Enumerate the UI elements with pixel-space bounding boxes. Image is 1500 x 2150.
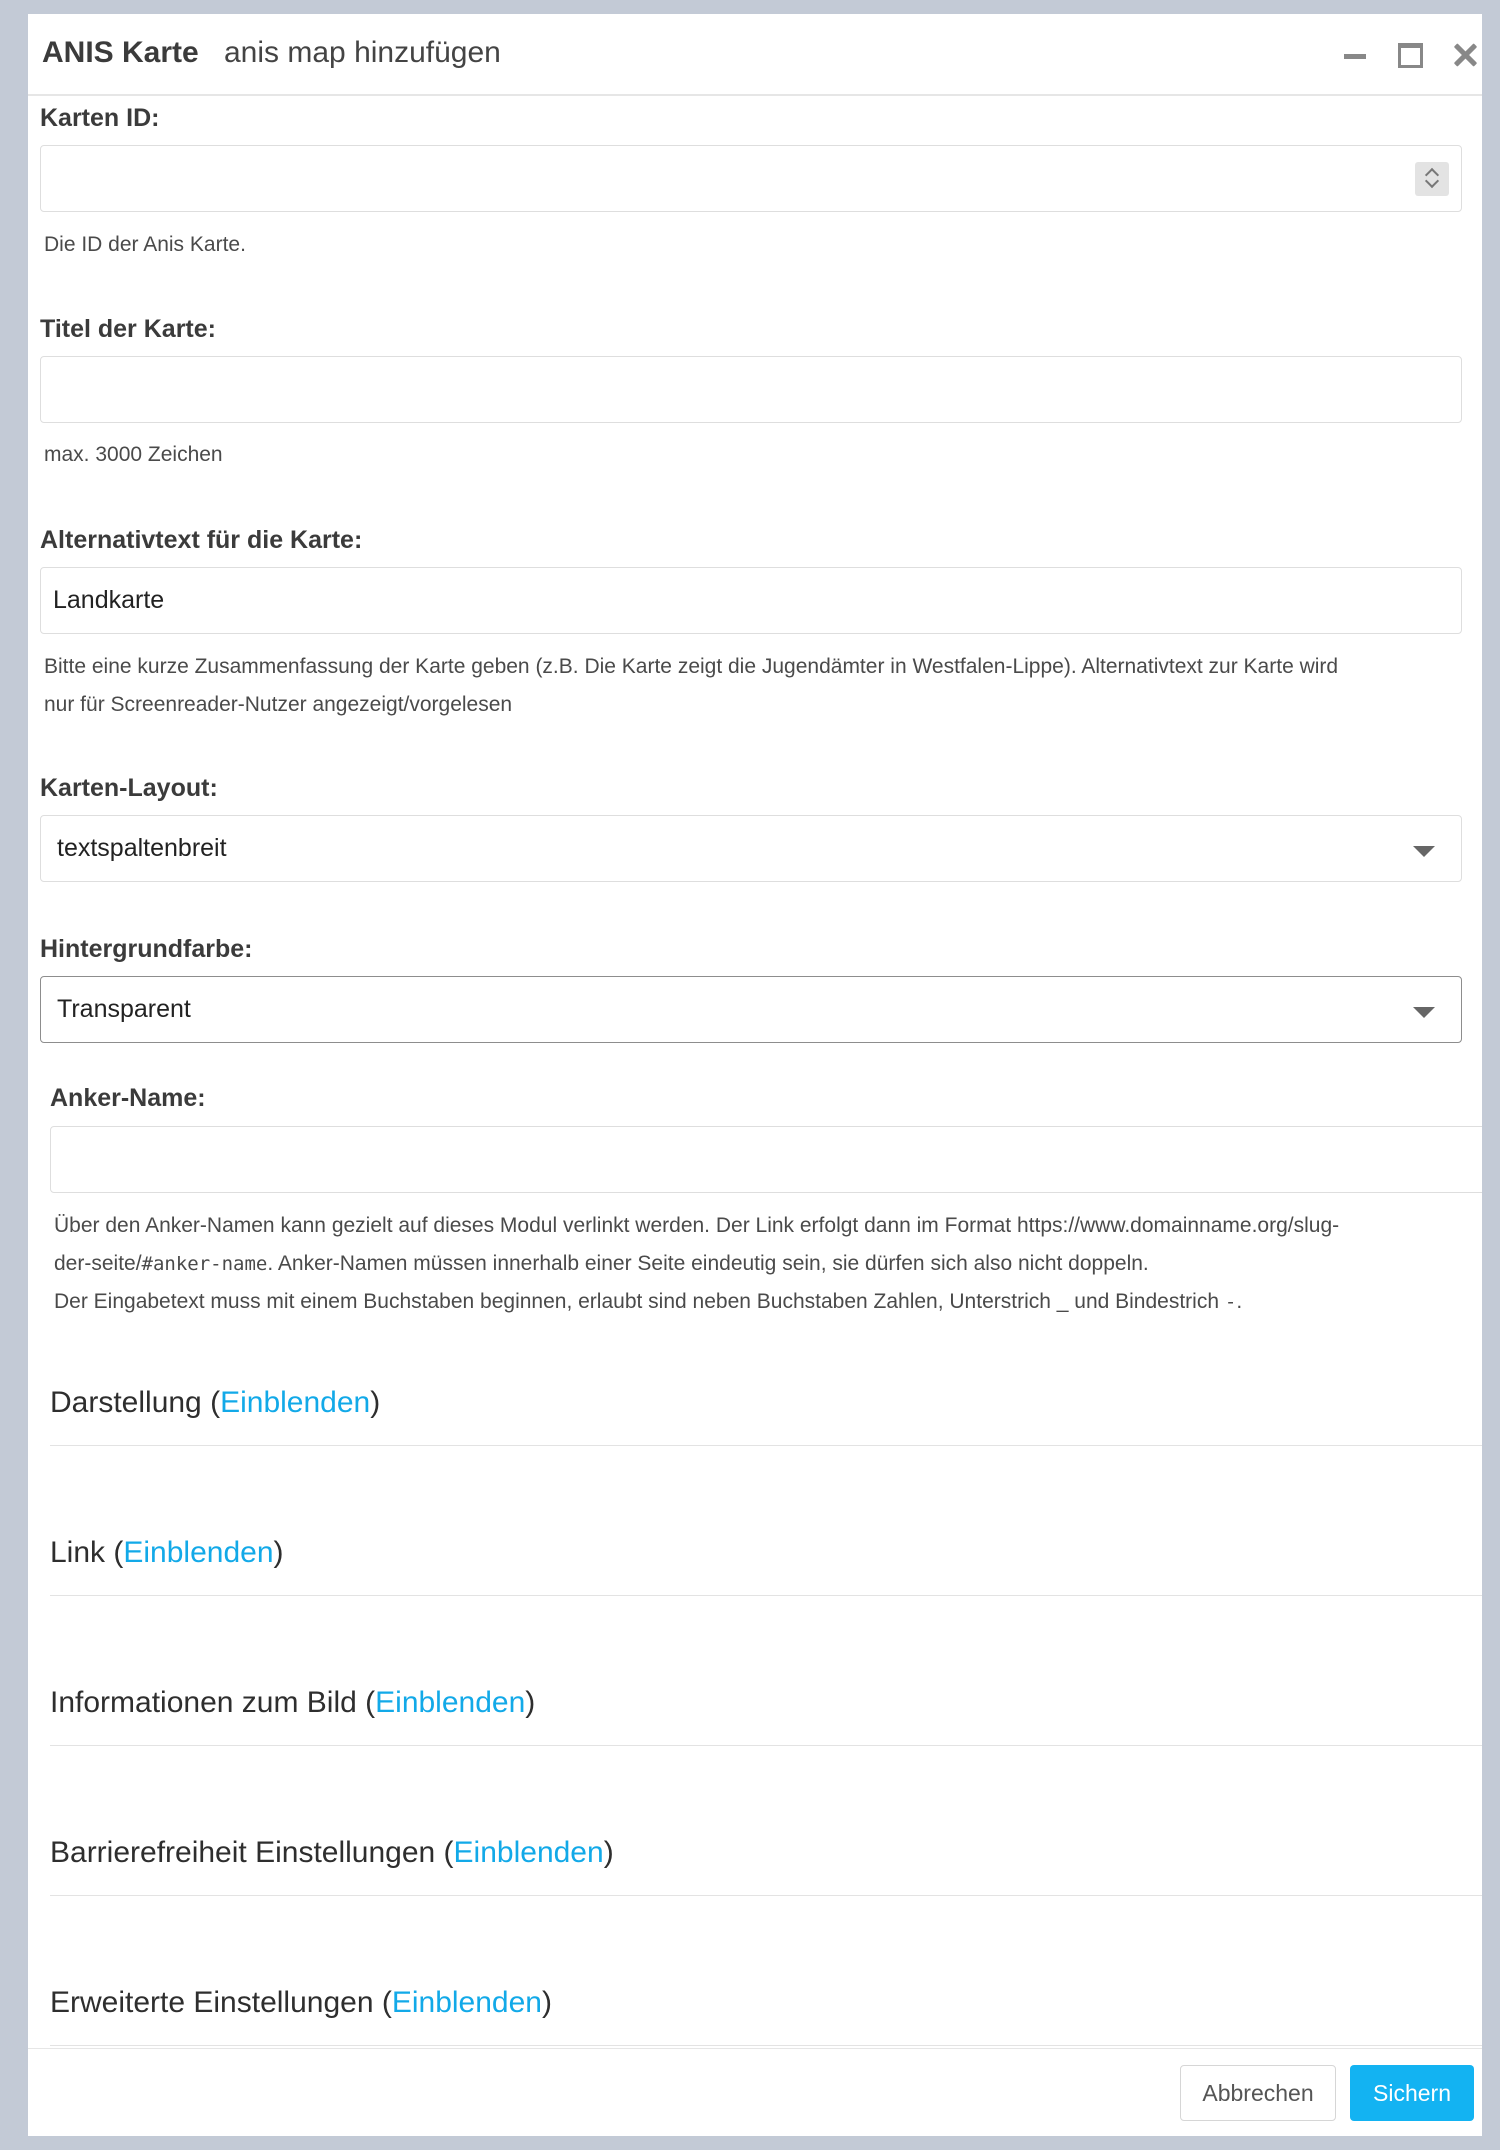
layout-label: Karten-Layout: (40, 774, 218, 802)
alt-text-label: Alternativtext für die Karte: (40, 526, 363, 554)
anchor-help-line3 (54, 1283, 1474, 1321)
maximize-button[interactable] (1393, 38, 1427, 72)
anchor-help (54, 1207, 1474, 1321)
anchor-help-line3-code: - (1224, 1291, 1237, 1313)
section-toggle-link[interactable]: Einblenden (375, 1686, 526, 1719)
spinner-icon[interactable] (1415, 162, 1449, 196)
alt-text-help-line1: Bitte eine kurze Zusammenfassung der Karte geben (z.B. Die Karte zeigt die Jugendämter in Westfalen-Lippe). Alternativtext zur Karte wird (44, 655, 1339, 678)
anis-map-dialog (28, 14, 1482, 2136)
alt-text-help (44, 648, 1464, 724)
dialog-subtitle: anis map hinzufügen (224, 36, 501, 69)
close-icon (1452, 42, 1478, 68)
layout-selected-value: textspaltenbreit (57, 834, 227, 862)
caret-down-icon (1413, 846, 1435, 857)
anchor-label: Anker-Name: (50, 1084, 206, 1112)
map-id-help: Die ID der Anis Karte. (44, 233, 246, 256)
section-barrierefreiheit (50, 1824, 1482, 1896)
section-title-text: Barrierefreiheit Einstellungen (50, 1836, 436, 1869)
section-bildinformationen (50, 1674, 1482, 1746)
map-title-help: max. 3000 Zeichen (44, 443, 223, 466)
anchor-help-line1: Über den Anker-Namen kann gezielt auf dieses Modul verlinkt werden. Der Link erfolgt dann im Format https://www.domainname.org/slug- (54, 1214, 1340, 1237)
background-select[interactable] (40, 976, 1462, 1043)
map-title-input[interactable] (40, 356, 1462, 423)
anchor-help-line2 (54, 1245, 1474, 1283)
section-title-text: Informationen zum Bild (50, 1686, 357, 1719)
section-darstellung (50, 1374, 1482, 1446)
layout-select[interactable] (40, 815, 1462, 882)
alt-text-value: Landkarte (53, 586, 165, 614)
anchor-help-line3-pre: Der Eingabetext muss mit einem Buchstaben beginnen, erlaubt sind neben Buchstaben Zahlen, Unterstrich _ und Bindestrich (54, 1290, 1225, 1313)
dialog-titlebar (28, 14, 1482, 96)
map-title-label: Titel der Karte: (40, 315, 216, 343)
section-title: Link (Einblenden) (50, 1536, 284, 1569)
section-title: Barrierefreiheit Einstellungen (Einblenden) (50, 1836, 614, 1869)
map-id-input[interactable] (40, 145, 1462, 212)
save-button[interactable]: Sichern (1350, 2065, 1474, 2121)
maximize-icon (1398, 43, 1423, 68)
map-id-label: Karten ID: (40, 104, 160, 132)
background-selected-value: Transparent (57, 995, 191, 1023)
section-title: Darstellung (Einblenden) (50, 1386, 381, 1419)
section-title-text: Link (50, 1536, 106, 1569)
section-toggle-link[interactable]: Einblenden (453, 1836, 604, 1869)
anchor-help-line3-post: . (1236, 1290, 1243, 1313)
section-title: Informationen zum Bild (Einblenden) (50, 1686, 536, 1719)
section-toggle-link[interactable]: Einblenden (123, 1536, 274, 1569)
background-label: Hintergrundfarbe: (40, 935, 253, 963)
close-button[interactable] (1448, 38, 1482, 72)
section-erweitert (50, 1974, 1482, 2046)
anchor-help-line2-post: . Anker-Namen müssen innerhalb einer Seite eindeutig sein, sie dürfen sich also nicht doppeln. (267, 1252, 1149, 1275)
alt-text-help-line2: nur für Screenreader-Nutzer angezeigt/vorgelesen (44, 693, 513, 716)
anchor-help-line2-pre: der-seite/ (54, 1252, 142, 1275)
section-link (50, 1524, 1482, 1596)
anchor-help-line2-code: #anker-name (141, 1253, 268, 1275)
minimize-button[interactable] (1338, 38, 1372, 72)
section-title-text: Darstellung (50, 1386, 202, 1419)
section-title: Erweiterte Einstellungen (Einblenden) (50, 1986, 552, 2019)
anchor-input[interactable] (50, 1126, 1482, 1193)
dialog-title: ANIS Karte (42, 36, 199, 69)
alt-text-input[interactable] (40, 567, 1462, 634)
caret-down-icon (1413, 1007, 1435, 1018)
section-title-text: Erweiterte Einstellungen (50, 1986, 374, 2019)
section-toggle-link[interactable]: Einblenden (220, 1386, 371, 1419)
minimize-icon (1344, 54, 1366, 59)
dialog-footer (28, 2048, 1482, 2136)
section-toggle-link[interactable]: Einblenden (391, 1986, 542, 2019)
cancel-button[interactable]: Abbrechen (1180, 2065, 1336, 2121)
